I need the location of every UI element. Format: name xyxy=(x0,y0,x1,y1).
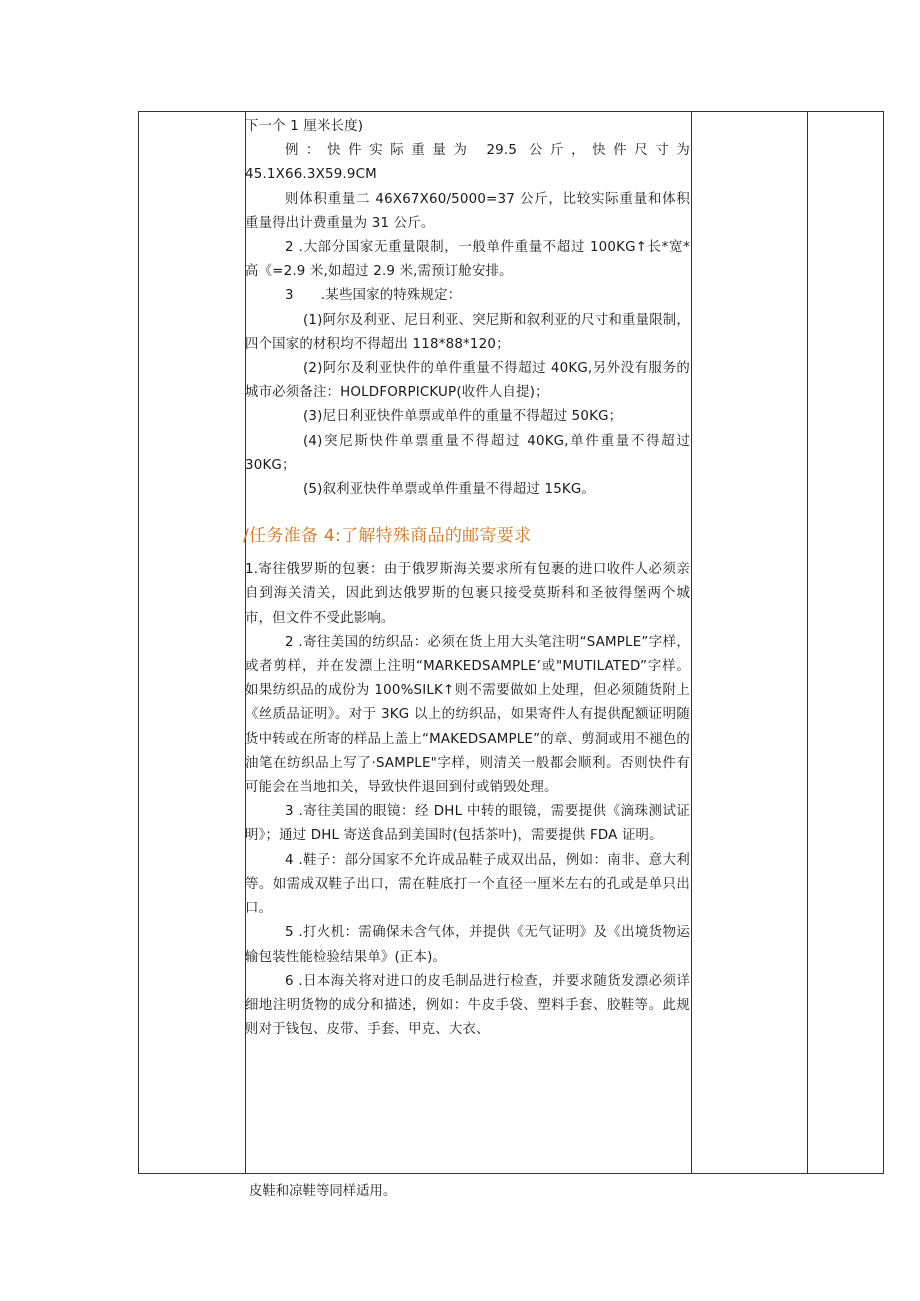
paragraph: 3 .某些国家的特殊规定： xyxy=(285,288,462,304)
column-divider xyxy=(807,112,808,1173)
content-cell xyxy=(245,115,690,1042)
paragraph: (2)阿尔及利亚快件的单件重量不得超过 40KG,另外没有服务的城市必须备注：HOLDFORPICKUP(收件人自提)； xyxy=(245,361,690,401)
paragraph: (5)叙利亚快件单票或单件重量不得超过 15KG。 xyxy=(303,482,596,498)
paragraph: 2 .大部分国家无重量限制，一般单件重量不超过 100KG↑长*宽*高《=2.9 米,如超过 2.9 米,需预订舱安排。 xyxy=(245,240,690,280)
section-heading: /任务准备 4:了解特殊商品的邮寄要求 xyxy=(243,526,532,547)
paragraph: 2 .寄往美国的纺织品：必须在货上用大头笔注明“SAMPLE”字样，或者剪样，并在发漂上注明“MARKEDSAMPLE’或"MUTILATED”字样。如果纺织品的成份为 100%SILK↑则不需要做如上处理，但必须随货附上《丝质品证明》。对于 3KG 以上的纺织品，如果寄件人有提供配额证明随货中转或在所寄的样品上盖上“MAKEDSAMPLE”的章、剪洞或用不褪色的油笔在纺织品上写了·SAMPLE"字样，则清关一般都会顺利。否则快件有可能会在当地扣关，导致快件退回到付或销毁处理。 xyxy=(245,634,690,796)
paragraph: 下一个 1 厘米长度) xyxy=(245,119,364,134)
paragraph: (3)尼日利亚快件单票或单件的重量不得超过 50KG； xyxy=(303,409,623,425)
paragraph: 1.寄往俄罗斯的包裹：由于俄罗斯海关要求所有包裹的进口收件人必须亲自到海关清关，因此到达俄罗斯的包裹只接受莫斯科和圣彼得堡两个城市，但文件不受此影响。 xyxy=(245,562,690,626)
paragraph: 5 .打火机：需确保未含气体，并提供《无气证明》及《出境货物运输包装性能检验结果单》(正本)。 xyxy=(245,925,690,965)
paragraph: 例：快件实际重量为 29.5 公斤，快件尺寸为 45.1X66.3X59.9CM xyxy=(245,143,690,183)
paragraph: 3 .寄往美国的眼镜：经 DHL 中转的眼镜，需要提供《滴珠测试证明》；通过 DHL 寄送食品到美国时(包括茶叶)，需要提供 FDA 证明。 xyxy=(245,804,690,844)
column-divider xyxy=(691,112,692,1173)
paragraph: 6 .日本海关将对进口的皮毛制品进行检查，并要求随货发漂必须详细地注明货物的成分和描述，例如：牛皮手袋、塑料手套、胶鞋等。此规则对于钱包、皮带、手套、甲克、大衣、 xyxy=(245,973,690,1038)
paragraph: (4)突尼斯快件单票重量不得超过 40KG,单件重量不得超过 30KG； xyxy=(245,433,690,473)
paragraph: 则体积重量二 46X67X60/5000=37 公斤，比较实际重量和体积重量得出计费重量为 31 公斤。 xyxy=(245,191,690,231)
paragraph: (1)阿尔及利亚、尼日利亚、突尼斯和叙利亚的尺寸和重量限制，四个国家的材积均不得超出 118*88*120； xyxy=(245,312,690,352)
trailing-text: 皮鞋和凉鞋等同样适用。 xyxy=(249,1184,397,1199)
paragraph: 4 .鞋子：部分国家不允许成品鞋子成双出品，例如：南非、意大利等。如需成双鞋子出口，需在鞋底打一个直径一厘米左右的孔或是单只出口。 xyxy=(245,852,690,917)
